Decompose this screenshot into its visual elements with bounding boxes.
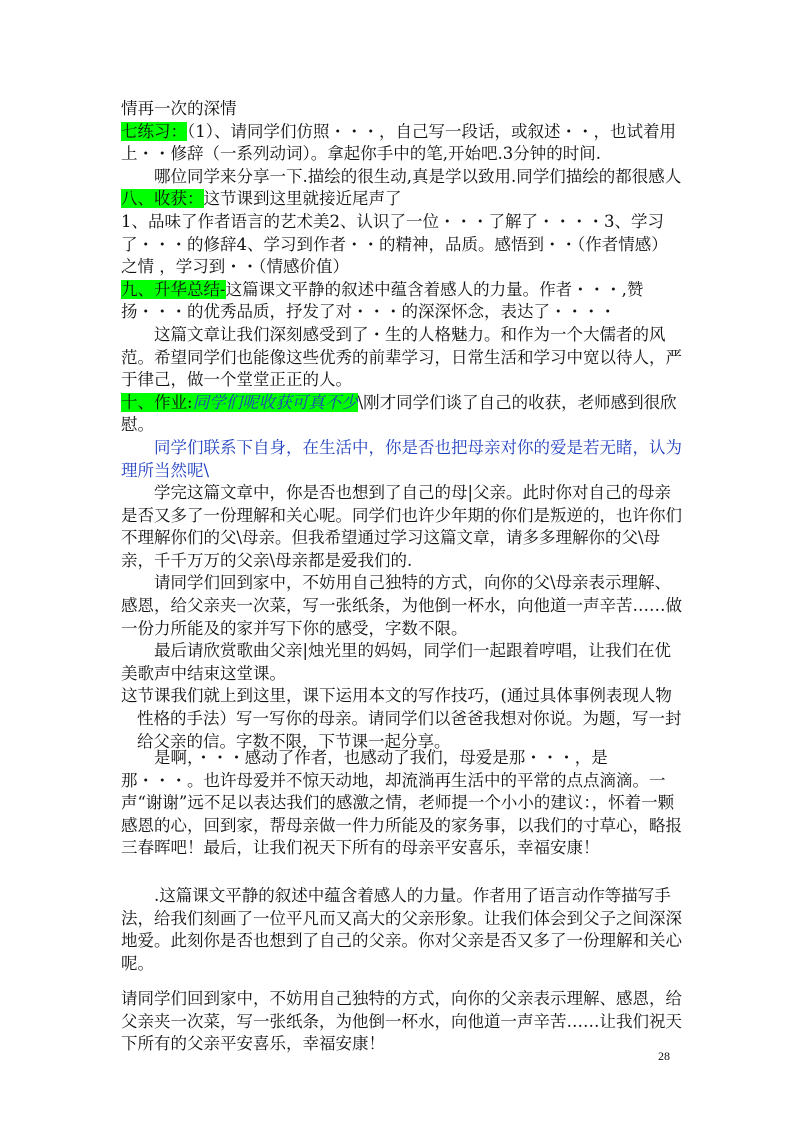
homework-blue-text: 同学们呢收获可真不少 — [192, 392, 358, 412]
paragraph-mother — [121, 747, 683, 860]
heading-homework: 十、作业: — [121, 392, 193, 412]
paragraph-closing — [121, 988, 683, 1056]
paragraph-home-task: 请同学们回到家中，不妨用自己独特的方式，向你的父\母亲表示理解、感恩，给父亲夹一次菜，写一张纸条，为他倒一杯水，向他道一声辛苦……做一份力所能及的家并写下你的感受，字数不限。 — [121, 573, 682, 638]
paragraph-parents: 学完这篇文章中，你是否也想到了自己的母|父亲。此时你对自己的母亲是否又多了一份理解和关心呢。同学们也许少年期的你们是叛逆的，也许你们不理解你们的父\母亲。但我希望通过学习这篇文章，请多多理解你的父\母亲，千千万万的父亲\母亲都是爱我们的. — [121, 483, 682, 570]
paragraph-self-reflection: 同学们联系下自身，在生活中，你是否也把母亲对你的爱是若无睹，认为理所当然呢\ — [121, 437, 682, 480]
paragraph-assignment: 这节课我们就上到这里，课下运用本文的写作技巧，(通过具体事例表现人物性格的手法）写一写你的母亲。请同学们以爸爸我想对你说。为题，写一封给父亲的信。字数不限，下节课一起分享。 — [121, 686, 682, 751]
paragraph-summary — [121, 279, 683, 324]
page-number: 28 — [658, 1049, 670, 1063]
father-text: .这篇课文平静的叙述中蕴含着感人的力量。作者用了语言动作等描写手法，给我们刻画了一位平凡而又高大的父亲形象。让我们体会到父子之间深深地爱。此刻你是否也想到了自己的父亲。你对父亲是否又多了一份理解和关心呢。 — [121, 886, 682, 973]
paragraph-share: 哪位同学来分享一下.描绘的很生动,真是学以致用.同学们描绘的都很感人 — [154, 166, 682, 186]
paragraph-reflection: 这篇文章让我们深刻感受到了・生的人格魅力。和作为一个大儒者的风范。希望同学们也能像这些优秀的前辈学习，日常生活和学习中宽以待人，严于律己，做一个堂堂正正的人。 — [121, 324, 682, 390]
heading-harvest: 八、收获： — [121, 189, 204, 209]
summary-text: 这篇课文平静的叙述中蕴含着感人的力量。作者・・・,赞扬・・・的优秀品质，抒发了对・・・的深深怀念，表达了・・・・ — [121, 279, 644, 322]
heading-practice: 七练习： — [121, 121, 187, 141]
paragraph-harvest — [121, 188, 683, 211]
mother-text: 是啊，・・・感动了作者，也感动了我们，母爱是那・・・，是那・・・。也许母爱并不惊天动地，却流淌再生活中的平常的点点滴滴。一声“谢谢”远不足以表达我们的感激之情，老师提一个小小的建议：，怀着一颗感恩的心，回到家，帮母亲做一件力所能及的家务事，以我们的寸草心，略报三春晖吧！最后，让我们祝天下所有的母亲平安喜乐，幸福安康！ — [121, 748, 682, 858]
harvest-text: 这节课到这里就接近尾声了 — [203, 189, 402, 209]
paragraph-continuation: 情再一次的深情 — [121, 99, 237, 118]
lesson-section — [121, 98, 683, 753]
heading-summary: 九、升华总结- — [121, 279, 226, 299]
closing-text: 请同学们回到家中，不妨用自己独特的方式，向你的父亲表示理解、感恩，给父亲夹一次菜，写一张纸条，为他倒一杯水，向他道一声辛苦……让我们祝天下所有的父亲平安喜乐，幸福安康！ — [121, 989, 682, 1054]
homework-text: \刚才同学们谈了自己的收获，老师感到很欣慰。 — [121, 392, 677, 435]
practice-text: （1）、请同学们仿照・・・，自己写一段话，或叙述・・，也试着用上・・修辞（一系列动词）。拿起你手中的笔,开始吧.3分钟的时间. — [121, 121, 676, 164]
paragraph-song: 最后请欣赏歌曲父亲|烛光里的妈妈，同学们一起跟着哼唱，让我们在优美歌声中结束这堂课。 — [121, 641, 672, 683]
paragraph-practice — [121, 121, 683, 166]
paragraph-father — [121, 885, 683, 975]
paragraph-harvest-list: 1、品味了作者语言的艺术美2、认识了一位・・・了解了・・・・3、学习了・・・的修辞4、学习到作者・・的精神，品质。感悟到・・（作者情感）之情 ，学习到・・（情感价值） — [121, 211, 668, 277]
paragraph-homework — [121, 392, 683, 437]
